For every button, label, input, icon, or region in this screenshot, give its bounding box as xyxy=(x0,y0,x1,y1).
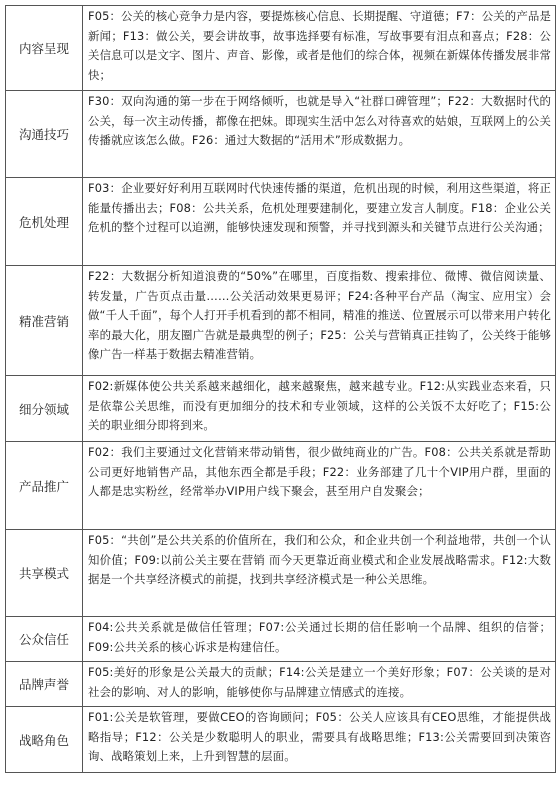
row-text: F02：我们主要通过文化营销来带动销售，很少做纯商业的广告。F08：公共关系就是帮助公司更好地销售产品，其他东西全都是手段；F22：业务部建了几十个VIP用户群，里面的人都是忠实粉丝，经常举办VIP用户线下聚会，甚至用户自发聚会； xyxy=(83,442,556,529)
row-text: F05：公关的核心竞争力是内容，要提炼核心信息、长期提醒、守道德；F7：公关的产品是新闻；F13：做公关，要会讲故事，故事选择要有标准，写故事要有泪点和喜点；F28：公关信息可以是文字、图片、声音、影像，或者是他们的综合体，视频在新媒体传播发展非常快； xyxy=(83,6,556,90)
row-category: 战略角色 xyxy=(6,707,83,772)
table-row xyxy=(6,662,556,707)
row-category: 品牌声誉 xyxy=(6,662,83,706)
table-row xyxy=(6,6,556,91)
row-category: 共享模式 xyxy=(6,530,83,616)
table-row xyxy=(6,376,556,442)
table-row xyxy=(6,707,556,773)
table-row xyxy=(6,266,556,376)
table-row xyxy=(6,91,556,178)
row-text: F22：大数据分析知道浪费的“50%”在哪里，百度指数、搜索排位、微博、微信阅读量、转发量，广告页点击量……公关活动效果更易评；F24:各种平台产品（淘宝、应用宝）会做“千人千面”，每个人打开手机看到的都不相同，精准的推送、位置展示可以带来用户转化率的最大化，朋友圈广告就是最典型的例子；F25：公关与营销真正挂钩了，公关终于能够像广告一样基于数据去精准营销。 xyxy=(83,266,556,375)
row-text: F05:美好的形象是公关最大的贡献；F14:公关是建立一个美好形象；F07：公关谈的是对社会的影响、对人的影响，能够使你与品牌建立情感式的连接。 xyxy=(83,662,556,706)
table-row xyxy=(6,178,556,266)
row-text: F30：双向沟通的第一步在于网络倾听，也就是导入“社群口碑管理”；F22：大数据时代的公关，每一次主动传播，都像在把妹。即现实生活中怎么对待喜欢的姑娘，互联网上的公关传播就应该怎么做。F26：通过大数据的“活用术”形成数据力。 xyxy=(83,91,556,177)
row-text: F03：企业要好好利用互联网时代快速传播的渠道，危机出现的时候，利用这些渠道，将正能量传播出去；F08：公共关系，危机处理要建制化，要建立发言人制度。F18：企业公关危机的整个过程可以追溯，能够快速发现和预警，并寻找到源头和关键节点进行公关沟通； xyxy=(83,178,556,265)
table-row xyxy=(6,617,556,662)
row-category: 细分领域 xyxy=(6,376,83,441)
table-row xyxy=(6,442,556,530)
row-category: 精准营销 xyxy=(6,266,83,375)
row-text: F02:新媒体使公共关系越来越细化，越来越聚焦，越来越专业。F12:从实践业态来看，只是依靠公关思维，而没有更加细分的技术和专业领域，这样的公关饭不太好吃了；F15:公关的职业细分即将到来。 xyxy=(83,376,556,441)
row-category: 内容呈现 xyxy=(6,6,83,90)
row-text: F01:公关是软管理，要做CEO的咨询顾问；F05：公关人应该具有CEO思维，才能提供战略指导；F12：公关是少数聪明人的职业，需要具有战略思维；F13:公关需要回到决策咨询、战略策划上来，上升到智慧的层面。 xyxy=(83,707,556,772)
row-text: F05：“共创”是公共关系的价值所在，我们和公众，和企业共创一个利益地带，共创一个认知价值；F09:以前公关主要在营销 而今天更靠近商业模式和企业发展战略需求。F12:大数据是一个共享经济模式的前提，找到共享经济模式是一种公关思维。 xyxy=(83,530,556,616)
row-category: 沟通技巧 xyxy=(6,91,83,177)
row-category: 公众信任 xyxy=(6,617,83,661)
table-row xyxy=(6,530,556,617)
row-text: F04:公共关系就是做信任管理；F07:公关通过长期的信任影响一个品牌、组织的信誉；F09:公共关系的核心诉求是构建信任。 xyxy=(83,617,556,661)
row-category: 产品推广 xyxy=(6,442,83,529)
data-table xyxy=(5,5,556,773)
row-category: 危机处理 xyxy=(6,178,83,265)
